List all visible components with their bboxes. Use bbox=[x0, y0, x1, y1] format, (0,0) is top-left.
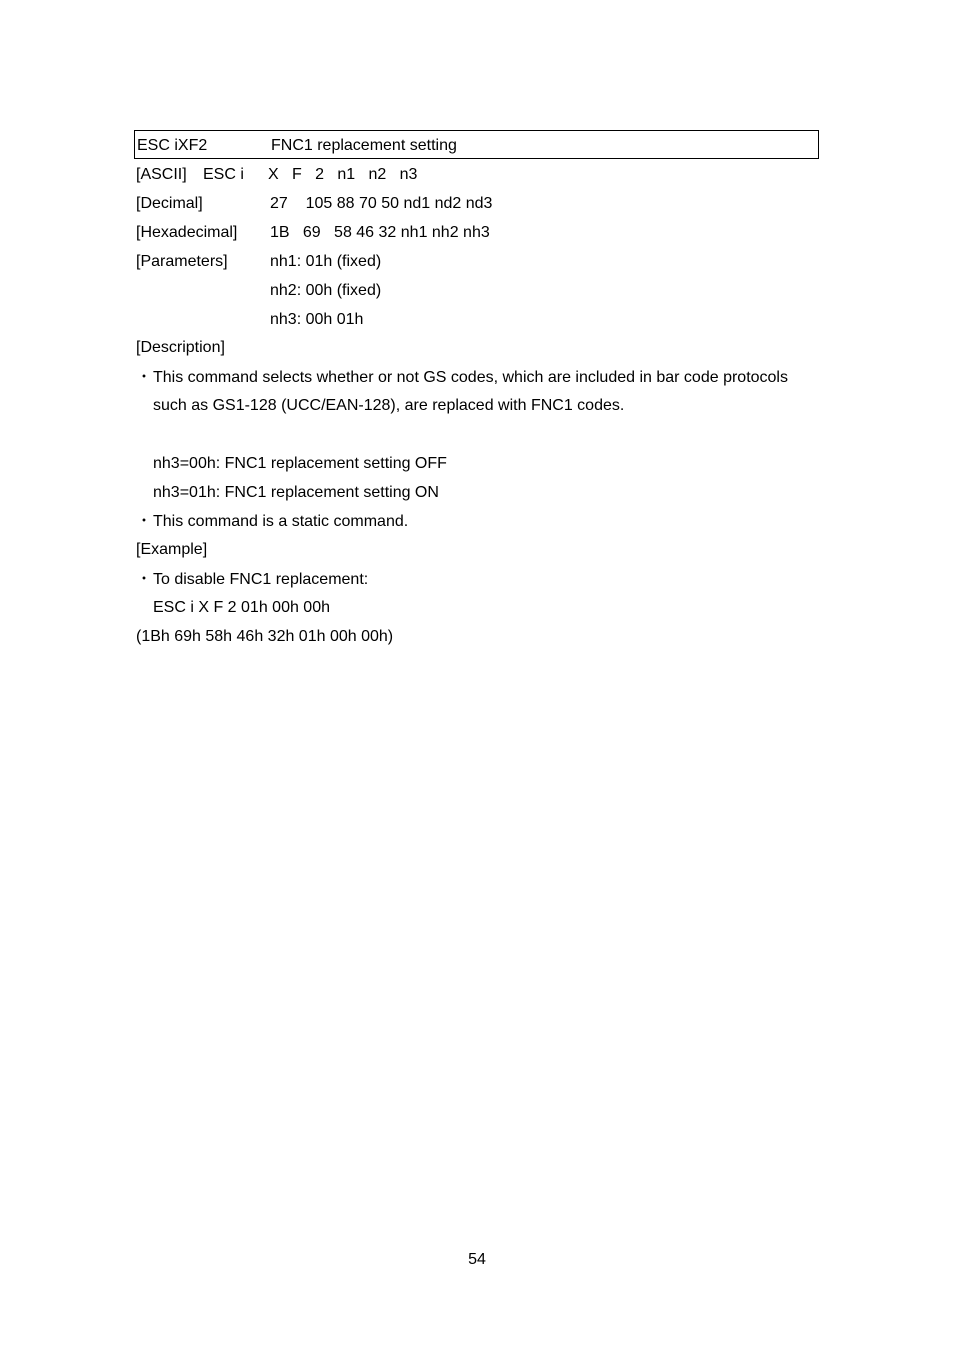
ascii-label: [ASCII] bbox=[136, 166, 187, 183]
static-command-note: This command is a static command. bbox=[153, 513, 409, 530]
example-label: [Example] bbox=[136, 541, 208, 558]
decimal-label: [Decimal] bbox=[136, 195, 203, 212]
parameter-nh3: nh3: 00h 01h bbox=[270, 311, 364, 328]
description-label: [Description] bbox=[136, 339, 225, 356]
hexadecimal-label: [Hexadecimal] bbox=[136, 224, 238, 241]
command-code: ESC iXF2 bbox=[137, 137, 208, 154]
parameter-nh2: nh2: 00h (fixed) bbox=[270, 282, 382, 299]
description-line-2: such as GS1-128 (UCC/EAN-128), are replaced with FNC1 codes. bbox=[153, 397, 625, 414]
example-line-2: ESC i X F 2 01h 00h 00h bbox=[153, 599, 330, 616]
bullet-icon: ・ bbox=[136, 571, 153, 588]
ascii-value: X F 2 n1 n2 n3 bbox=[268, 166, 418, 183]
parameter-nh1: nh1: 01h (fixed) bbox=[270, 253, 382, 270]
command-title-box bbox=[134, 130, 819, 159]
example-line-1: To disable FNC1 replacement: bbox=[153, 571, 369, 588]
option-off: nh3=00h: FNC1 replacement setting OFF bbox=[153, 455, 447, 472]
ascii-esc: ESC i bbox=[203, 166, 244, 183]
hexadecimal-value: 1B 69 58 46 32 nh1 nh2 nh3 bbox=[270, 224, 490, 241]
option-on: nh3=01h: FNC1 replacement setting ON bbox=[153, 484, 439, 501]
decimal-value: 27 105 88 70 50 nd1 nd2 nd3 bbox=[270, 195, 493, 212]
description-line-1: This command selects whether or not GS codes, which are included in bar code protocols bbox=[153, 369, 788, 386]
bullet-icon: ・ bbox=[136, 369, 153, 386]
example-line-3: (1Bh 69h 58h 46h 32h 01h 00h 00h) bbox=[136, 628, 394, 645]
page-number: 54 bbox=[468, 1251, 486, 1268]
bullet-icon: ・ bbox=[136, 513, 153, 530]
command-name: FNC1 replacement setting bbox=[271, 137, 457, 154]
parameters-label: [Parameters] bbox=[136, 253, 228, 270]
